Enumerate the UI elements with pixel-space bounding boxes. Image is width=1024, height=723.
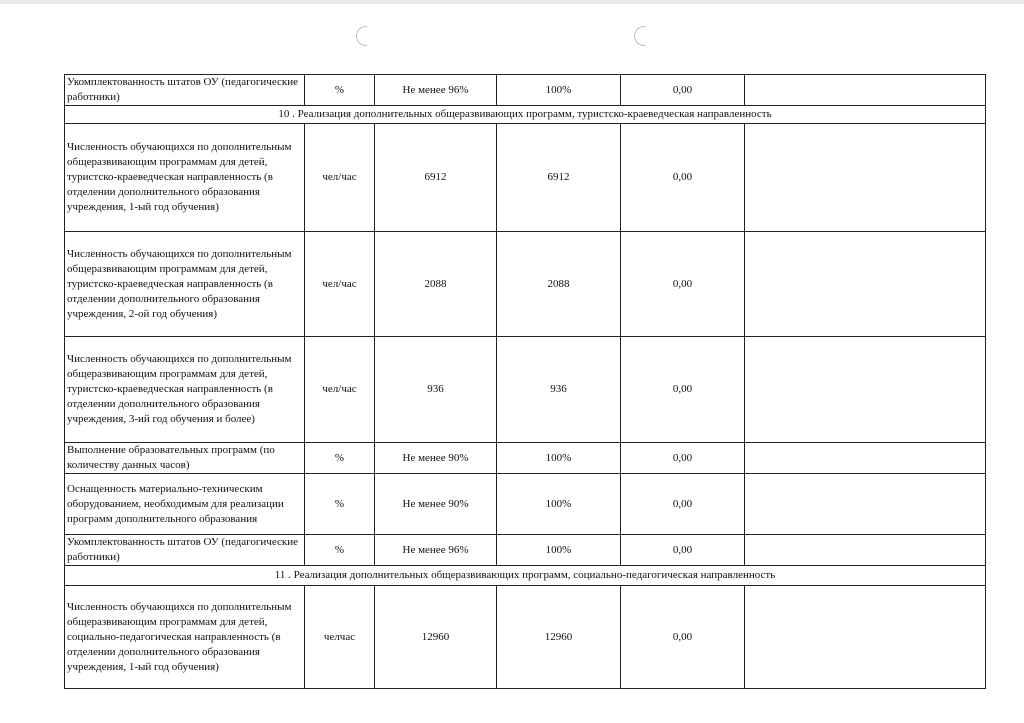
note-cell	[745, 474, 986, 535]
planned-value-cell: Не менее 90%	[375, 474, 497, 535]
unit-cell: %	[305, 443, 375, 474]
deviation-cell: 0,00	[621, 586, 745, 689]
indicator-name-cell: Укомплектованность штатов ОУ (педагогические работники)	[65, 535, 305, 566]
table-row	[65, 232, 986, 337]
note-cell	[745, 124, 986, 232]
note-cell	[745, 75, 986, 106]
indicator-name-cell: Выполнение образовательных программ (по количеству данных часов)	[65, 443, 305, 474]
actual-value-cell: 2088	[497, 232, 621, 337]
planned-value-cell: 936	[375, 337, 497, 443]
deviation-cell: 0,00	[621, 443, 745, 474]
indicators-table	[64, 74, 986, 689]
note-cell	[745, 337, 986, 443]
planned-value-cell: Не менее 96%	[375, 75, 497, 106]
table-row	[65, 586, 986, 689]
table-row	[65, 124, 986, 232]
actual-value-cell: 100%	[497, 443, 621, 474]
planned-value-cell: Не менее 96%	[375, 535, 497, 566]
table-row	[65, 474, 986, 535]
planned-value-cell: 6912	[375, 124, 497, 232]
scan-edge	[0, 0, 1024, 4]
deviation-cell: 0,00	[621, 232, 745, 337]
unit-cell: %	[305, 474, 375, 535]
planned-value-cell: 12960	[375, 586, 497, 689]
unit-cell: челчас	[305, 586, 375, 689]
note-cell	[745, 535, 986, 566]
indicator-name-cell: Численность обучающихся по дополнительным общеразвивающим программам для детей, социально-педагогическая направленность (в отделении дополнительного образования учреждения, 1-ый год обучения)	[65, 586, 305, 689]
deviation-cell: 0,00	[621, 75, 745, 106]
deviation-cell: 0,00	[621, 474, 745, 535]
section-title: 10 . Реализация дополнительных общеразвивающих программ, туристско-краеведческая направленность	[65, 106, 986, 124]
indicator-name-cell: Оснащенность материально-техническим оборудованием, необходимым для реализации программ дополнительного образования	[65, 474, 305, 535]
indicator-name-cell: Численность обучающихся по дополнительным общеразвивающим программам для детей, туристско-краеведческая направленность (в отделении дополнительного образования учреждения, 2-ой год обучения)	[65, 232, 305, 337]
indicator-name-cell: Укомплектованность штатов ОУ (педагогические работники)	[65, 75, 305, 106]
table-row	[65, 337, 986, 443]
unit-cell: чел/час	[305, 124, 375, 232]
actual-value-cell: 100%	[497, 535, 621, 566]
unit-cell: %	[305, 75, 375, 106]
actual-value-cell: 100%	[497, 474, 621, 535]
deviation-cell: 0,00	[621, 535, 745, 566]
deviation-cell: 0,00	[621, 124, 745, 232]
actual-value-cell: 100%	[497, 75, 621, 106]
section-title: 11 . Реализация дополнительных общеразвивающих программ, социально-педагогическая направленность	[65, 566, 986, 586]
table-row	[65, 535, 986, 566]
table-row	[65, 75, 986, 106]
planned-value-cell: Не менее 90%	[375, 443, 497, 474]
actual-value-cell: 6912	[497, 124, 621, 232]
indicator-name-cell: Численность обучающихся по дополнительным общеразвивающим программам для детей, туристско-краеведческая направленность (в отделении дополнительного образования учреждения, 1-ый год обучения)	[65, 124, 305, 232]
actual-value-cell: 12960	[497, 586, 621, 689]
section-row	[65, 106, 986, 124]
deviation-cell: 0,00	[621, 337, 745, 443]
punch-hole-left	[356, 26, 367, 46]
unit-cell: чел/час	[305, 337, 375, 443]
table-row	[65, 443, 986, 474]
note-cell	[745, 586, 986, 689]
actual-value-cell: 936	[497, 337, 621, 443]
note-cell	[745, 443, 986, 474]
indicator-name-cell: Численность обучающихся по дополнительным общеразвивающим программам для детей, туристско-краеведческая направленность (в отделении дополнительного образования учреждения, 3-ий год обучения и более)	[65, 337, 305, 443]
unit-cell: %	[305, 535, 375, 566]
section-row	[65, 566, 986, 586]
unit-cell: чел/час	[305, 232, 375, 337]
punch-hole-right	[634, 26, 645, 46]
indicators-table-body	[65, 75, 986, 689]
planned-value-cell: 2088	[375, 232, 497, 337]
note-cell	[745, 232, 986, 337]
